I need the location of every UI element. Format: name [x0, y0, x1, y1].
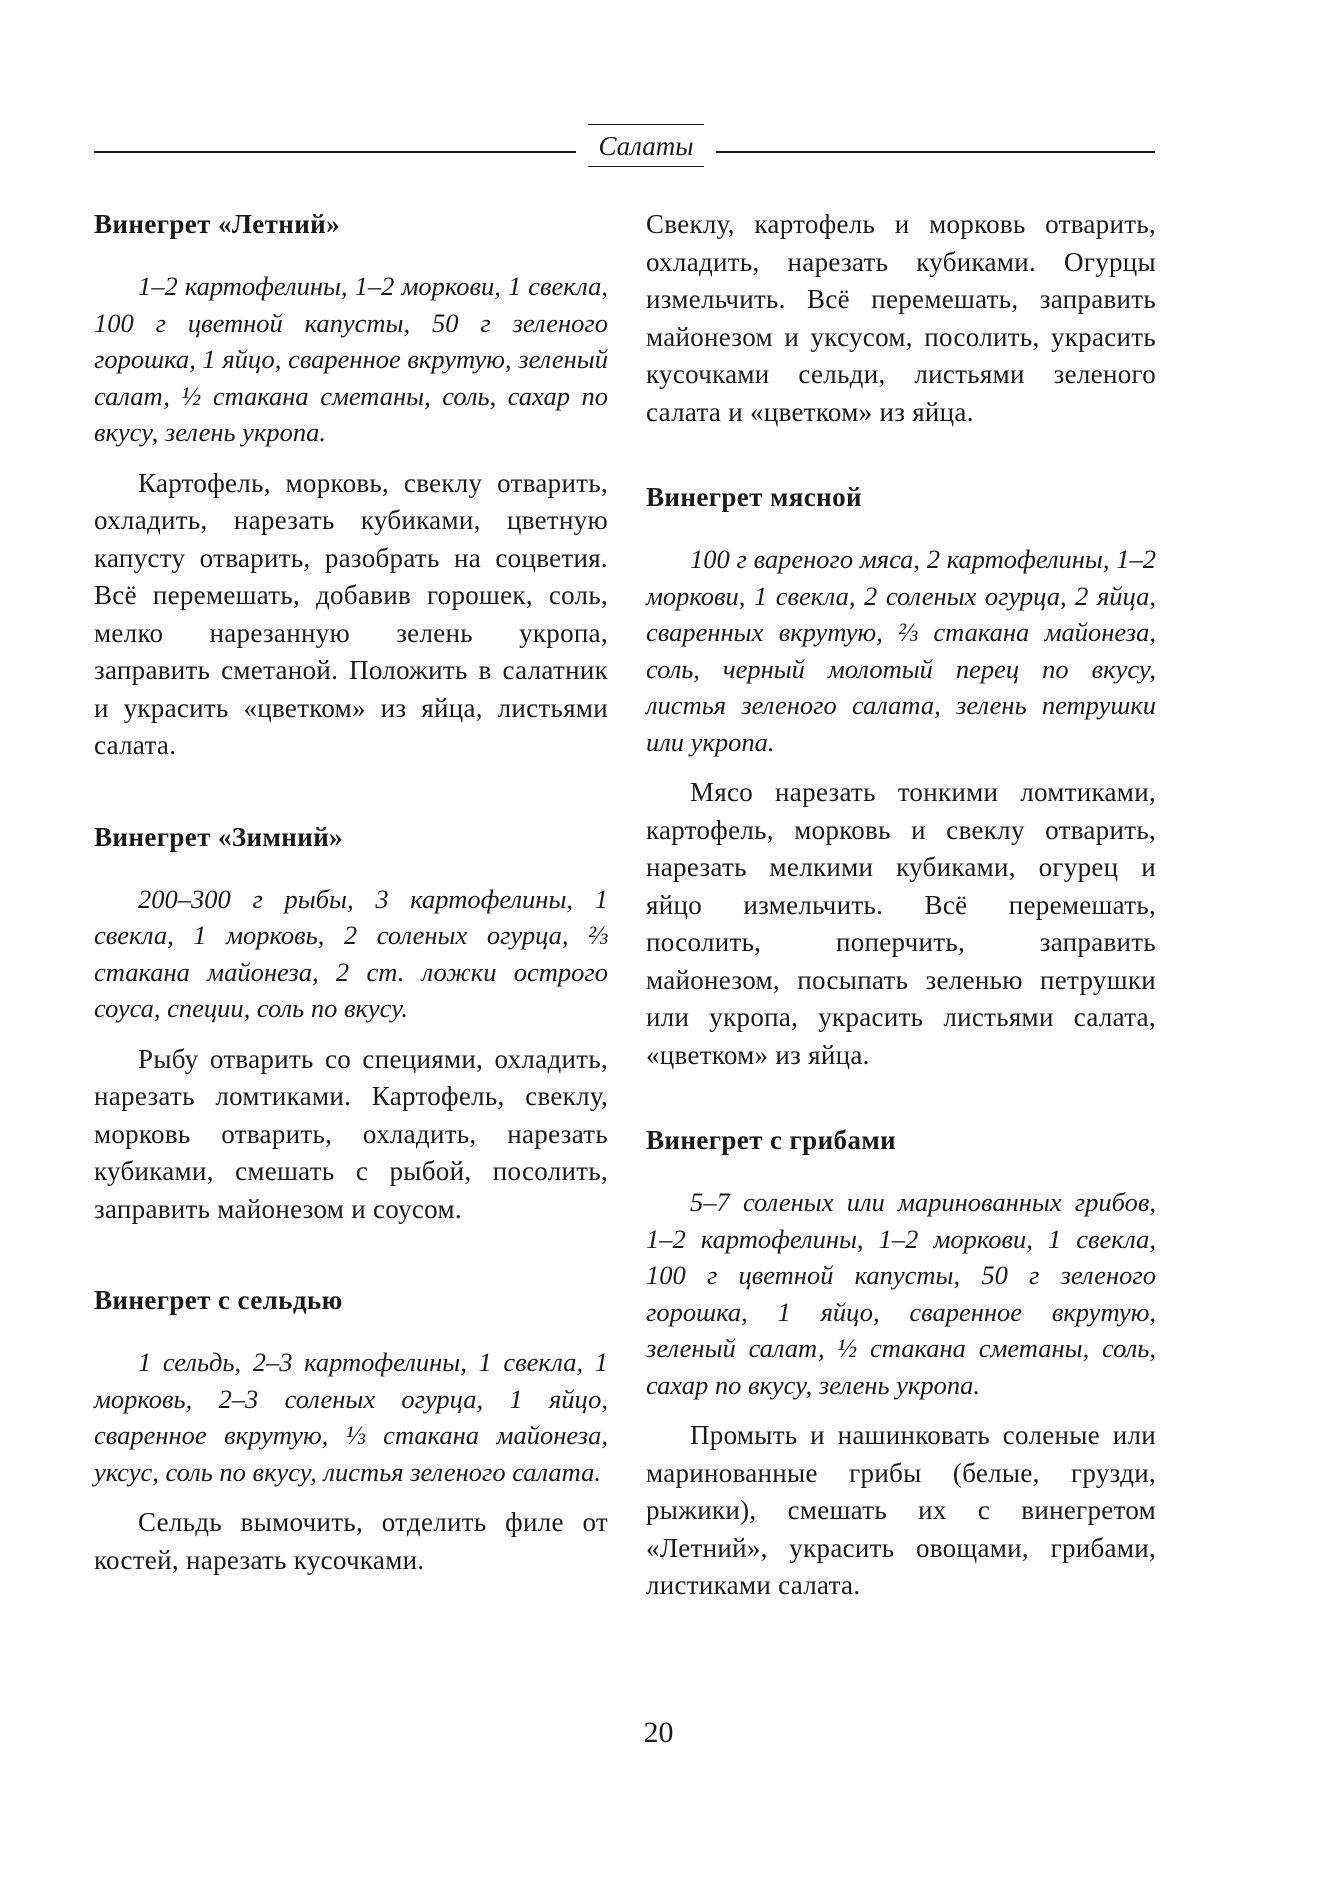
recipe-seld: [94, 1282, 608, 1579]
recipe-griby: [646, 1122, 1156, 1605]
right-column: [646, 206, 1156, 1605]
recipe-method: Промыть и нашинковать соленые или маринованные грибы (белые, грузди, рыжики), смешать их с винегретом «Летний», украсить овощами, грибами, листиками салата.: [646, 1420, 1156, 1600]
recipe-ingredients: 1 сельдь, 2–3 картофелины, 1 свекла, 1 морковь, 2–3 соленых огурца, 1 яйцо, сваренное вкрутую, ⅓ стакана майонеза, уксус, соль по вкусу, листья зеленого салата.: [94, 1347, 608, 1487]
recipe-ingredients: 200–300 г рыбы, 3 картофелины, 1 свекла, 1 морковь, 2 соленых огурца, ⅔ стакана майонеза, 2 ст. ложки острого соуса, специи, соль по вкусу.: [94, 883, 608, 1023]
recipe-title: Винегрет мясной: [646, 482, 862, 512]
recipe-title: Винегрет «Зимний»: [94, 821, 344, 852]
page-number: 20: [643, 1716, 674, 1749]
running-header: [94, 124, 1155, 184]
spacer: [94, 1228, 608, 1282]
recipe-myasnoy: [646, 479, 1156, 1074]
recipe-zimniy: [94, 819, 608, 1229]
header-rule-right: [716, 151, 1155, 153]
spacer: [646, 431, 1156, 479]
recipe-title: Винегрет с грибами: [646, 1125, 897, 1155]
spacer: [646, 1074, 1156, 1122]
recipe-method: Рыбу отварить со специями, охладить, нарезать ломтиками. Картофель, свеклу, морковь отварить, охладить, нарезать кубиками, смешать с рыбой, посолить, заправить майонезом и соусом.: [94, 1043, 608, 1224]
recipe-title: Винегрет с сельдью: [94, 1285, 343, 1315]
recipe-ingredients: 100 г вареного мяса, 2 картофелины, 1–2 моркови, 1 свекла, 2 соленых огурца, 2 яйца, сваренных вкрутую, ⅔ стакана майонеза, соль, черный молотый перец по вкусу, листья зеленого салата, зелень петрушки или укропа.: [646, 544, 1156, 757]
header-rule-under: [588, 166, 704, 167]
recipe-method: Мясо нарезать тонкими ломтиками, картофель, морковь и свеклу отварить, нарезать мелкими кубиками, огурец и яйцо измельчить. Всё перемешать, посолить, поперчить, заправить майонезом, посыпать зеленью петрушки или укропа, украсить листьями салата, «цветком» из яйца.: [646, 777, 1156, 1070]
recipe-title: Винегрет «Летний»: [94, 209, 341, 239]
recipe-ingredients: 1–2 картофелины, 1–2 моркови, 1 свекла, 100 г цветной капусты, 50 г зеленого горошка, 1 яйцо, сваренное вкрутую, зеленый салат, ½ стакана сметаны, соль, сахар по вкусу, зелень укропа.: [94, 271, 608, 447]
section-title-box: [582, 124, 710, 167]
recipe-method-continued: Свеклу, картофель и морковь отварить, охладить, нарезать кубиками. Огурцы измельчить. Всё перемешать, заправить майонезом и уксусом, посолить, украсить кусочками сельди, листьями зеленого салата и «цветком» из яйца.: [646, 209, 1156, 427]
recipe-letniy: [94, 206, 608, 765]
left-column: [94, 206, 608, 1579]
recipe-method: Сельдь вымочить, отделить филе от костей, нарезать кусочками.: [94, 1507, 608, 1575]
header-rule-over: [588, 124, 704, 125]
recipe-method: Картофель, морковь, свеклу отварить, охладить, нарезать кубиками, цветную капусту отварить, разобрать на соцветия. Всё перемешать, добавив горошек, соль, мелко нарезанную зелень укропа, заправить сметаной. Положить в салатник и украсить «цветком» из яйца, листьями салата.: [94, 467, 608, 760]
spacer: [94, 765, 608, 819]
section-title: Салаты: [598, 131, 694, 161]
recipe-ingredients: 5–7 соленых или маринованных грибов, 1–2 картофелины, 1–2 моркови, 1 свекла, 100 г цветной капусты, 50 г зеленого горошка, 1 яйцо, сваренное вкрутую, зеленый салат, ½ стакана сметаны, соль, сахар по вкусу, зелень укропа.: [646, 1187, 1156, 1400]
header-rule-left: [94, 151, 576, 153]
